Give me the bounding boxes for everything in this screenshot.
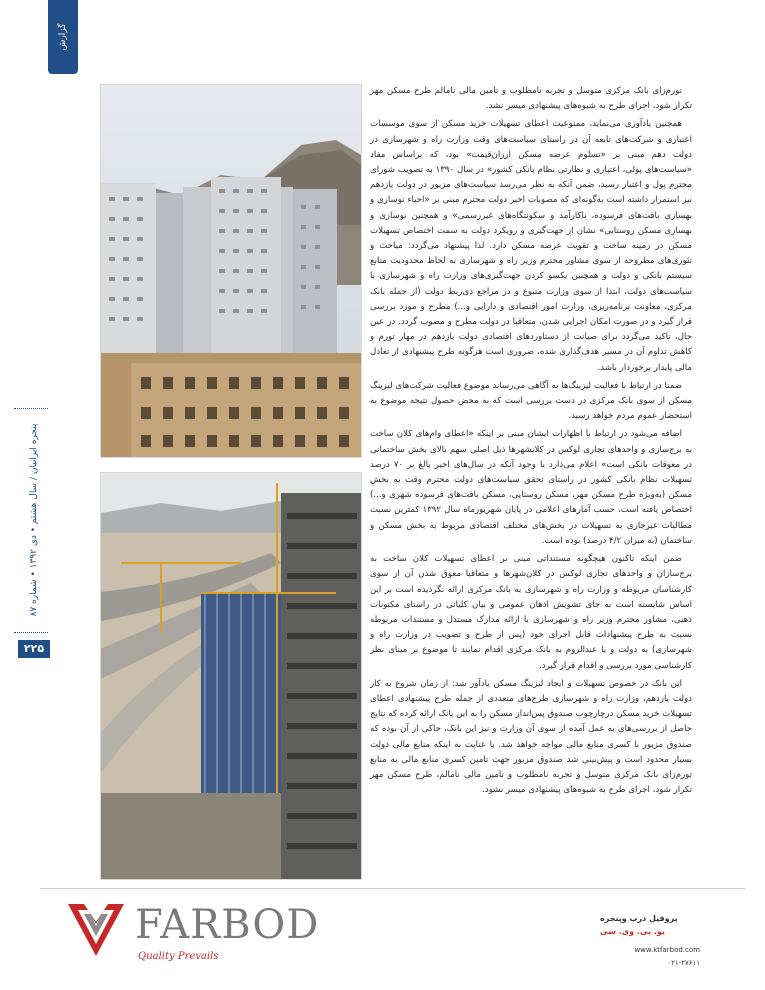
section-tab-label: گزارش (58, 23, 68, 51)
ad-slogan: Quality Prevails (138, 951, 219, 962)
side-divider-top (14, 408, 48, 409)
paragraph: ضمن اینکه تاکنون هیچگونه مستنداتی مبنی بر اعطای تسهیلات کلان ساخت به برج‌سازان و واحدهای تجاری لوکس در کلان‌شهرها و متعاقبا معوق شدن آن از سوی کارشناسان مربوطه و وزارت راه و شهرسازی به بانک مرکزی ارائه نگردیده است بر این اساس شایسته است به جای تشویش اذهان عمومی و بیان کلیاتی در راستای مکنونات ذهنی، مشاور محترم وزیر راه و شهرسازی با ارائه مدارک مستدل و مستندات مربوطه نسبت به طرح پیشنهادات قابل اجرای خود (پس از طرح و تصویب در وزارت راه و شهرسازی) به دولت و یا عندالزوم به بانک مرکزی اقدام نمایند تا موضوع بر مبنای نظر کارشناسی مورد بررسی و اقدام قرار گیرد. (370, 554, 692, 671)
article-body (370, 84, 692, 801)
ad-website: www.ktfarbod.com (634, 946, 700, 954)
ad-brand-name: FARBOD (135, 902, 320, 948)
ad-subtitle: یو. پی. وی. سی (600, 927, 665, 936)
paragraph: این بانک در خصوص تسهیلات و ایجاد لیزینگ مسکن یادآور شد: از زمان شروع به کار دولت یازدهم، وزارت راه و شهرسازی طرح‌های متعددی از جمله طرح پیشنهادی اعطای تسهیلات خرید مسکن درچارچوب صندوق پس‌انداز مسکن را به این بانک ارائه کرده که نتایج حاصل از بررسی‌های به عمل آمده از سوی آن وزارت و نیز این بانک، حاکی از آن بوده که صندوق مزبور با کسری منابع مالی مواجه خواهد شد. با عنایت به اینکه منابع مالی دولت بسیار محدود است و پیش‌بینی شد صندوق مزبور جهت تامین کسری منابع مالی به منابع تورم‌زای بانک مرکزی متوسل و تجربه نامطلوب و تامین مالی نامالم، طرح مسکن مهر تکرار شود، اجرای طرح به شیوه‌های پیشنهادی میسر نشود. (370, 678, 692, 796)
ad-contact-block (600, 912, 700, 970)
farbod-logo-icon (64, 898, 128, 962)
photo-apartment-towers (100, 84, 362, 458)
side-divider-bottom (14, 632, 48, 633)
paragraph: اضافه می‌شود در ارتباط با اظهارات ایشان مبنی بر اینکه «اعطای وام‌های کلان ساخت به برج‌سازی و واحدهای تجاری لوکس در کلانشهرها ذیل اصلی سهم بالای بخش ساختمانی در معوقات بانکی است» اعلام می‌دارد با وجود آنکه در سال‌های اخیر بالغ بر ۷۰ درصد تسهیلات نظام بانکی کشور در راستای تحقق سیاست‌های دولت محترم وقت به بخش مسکن (به‌ویژه طرح مسکن مهر، مسکن روستایی، مسکن بافت‌های فرسوده شهری و...) اختصاص یافته است، حسب آمارهای اعلامی در پایان شهریورماه سال ۱۳۹۲ کمترین نسبت مطالبات غیرجاری به تسهیلات در بخش‌های مختلف اقتصادی مربوط به بخش مسکن و ساختمان (به میزان ۴/۲ درصد) بوده است. (370, 429, 692, 546)
side-header-text: پنجره ایرانیان / سال هشتم • دی ۱۳۹۲ • شماره ۸۷ (29, 423, 39, 617)
ad-title: پروفیل درب وپنجره (600, 914, 678, 923)
page-number: ۲۲۵ (18, 640, 50, 658)
section-tab (48, 0, 78, 74)
footer-divider (40, 888, 745, 889)
photo-construction-site (100, 472, 362, 880)
paragraph: همچنین یادآوری می‌نماید، ممنوعیت اعطای تسهیلات خرید مسکن از سوی موسسات اعتباری و شرکت‌های تابعه آن در راستای سیاست‌های وقت وزارت راه و شهرسازی در دولت دهم مبنی بر «تسلوم عرضه مسکن ارزان‌قیمت» بود، که براساس مفاد «سیاست‌های پولی، اعتباری و نظارتی نظام بانکی کشور» در سال ۱۳۹۰ به تصویب شورای محترم پول و اعتبار رسید، ضمن آنکه به نظر می‌رسد سیاست‌های مزبور در دولت یازدهم نیز استمرار داشته است به‌گونه‌ای که مصوبات اخیر دولت محترم مبنی بر «احیاء نوسازی و بهسازی بافت‌های فرسوده، ناکارآمد و سکونتگاه‌های غیررسمی» و همچنین نوسازی و بهسازی مسکن روستایی» نشان از جهت‌گیری و رویکرد دولت به سمت اختصاص تسهیلات مسکن در زمینه ساخت و تقویت عرضه مسکن دارد. لذا پیشنهاد می‌گردد: مباحث و تئوری‌های مطروحه از سوی مشاور محترم وزیر راه و شهرسازی به لحاظ محدودیت منابع سیستم بانکی و دولت و همچنین یکسو کردن جهت‌گیری‌های وزارت راه و شهرسازی با سیاست‌های دولت، ابتدا از سوی وزارت متبوع و در مراجع ذی‌ربط دولت (از جمله بانک مرکزی، معاونت برنامه‌ریزی، وزارت امور اقتصادی و دارایی و...) مطرح و مورد بررسی قرار گیرد و در صورت امکان اجرایی شدن، متعاقبا در دولت مطرح و مصوب گردد. در عین حال، تاکید می‌گردد برای صیانت از دستاوردهای اقتصادی دولت یازدهم در مهار تورم و کاهش تداوم آن در مسیر هدف‌گذاری شده، ضروری است هرگونه طرح پیشنهادی از تعادل مالی پایدار برخوردار باشد. (370, 119, 692, 373)
side-running-header (24, 415, 44, 625)
paragraph: ضمنا در ارتباط با فعالیت لیزینگ‌ها به آگاهی می‌رساند موضوع فعالیت شرکت‌های لیزینگ مسکن از سوی بانک مرکزی در دست بررسی است که به محض حصول نتیجه موضوع به استحضار عموم مردم خواهد رسید. (370, 380, 692, 422)
ad-phone: ۰۲۱-۲۷۶۱۱ (667, 959, 700, 967)
paragraph: تورم‌زای بانک مرکزی متوسل و تجربه نامطلوب و تامین مالی نامالم طرح مسکن مهر تکرار شود، اجرای طرح به شیوه‌های پیشنهادی میسر نشد. (370, 86, 692, 112)
